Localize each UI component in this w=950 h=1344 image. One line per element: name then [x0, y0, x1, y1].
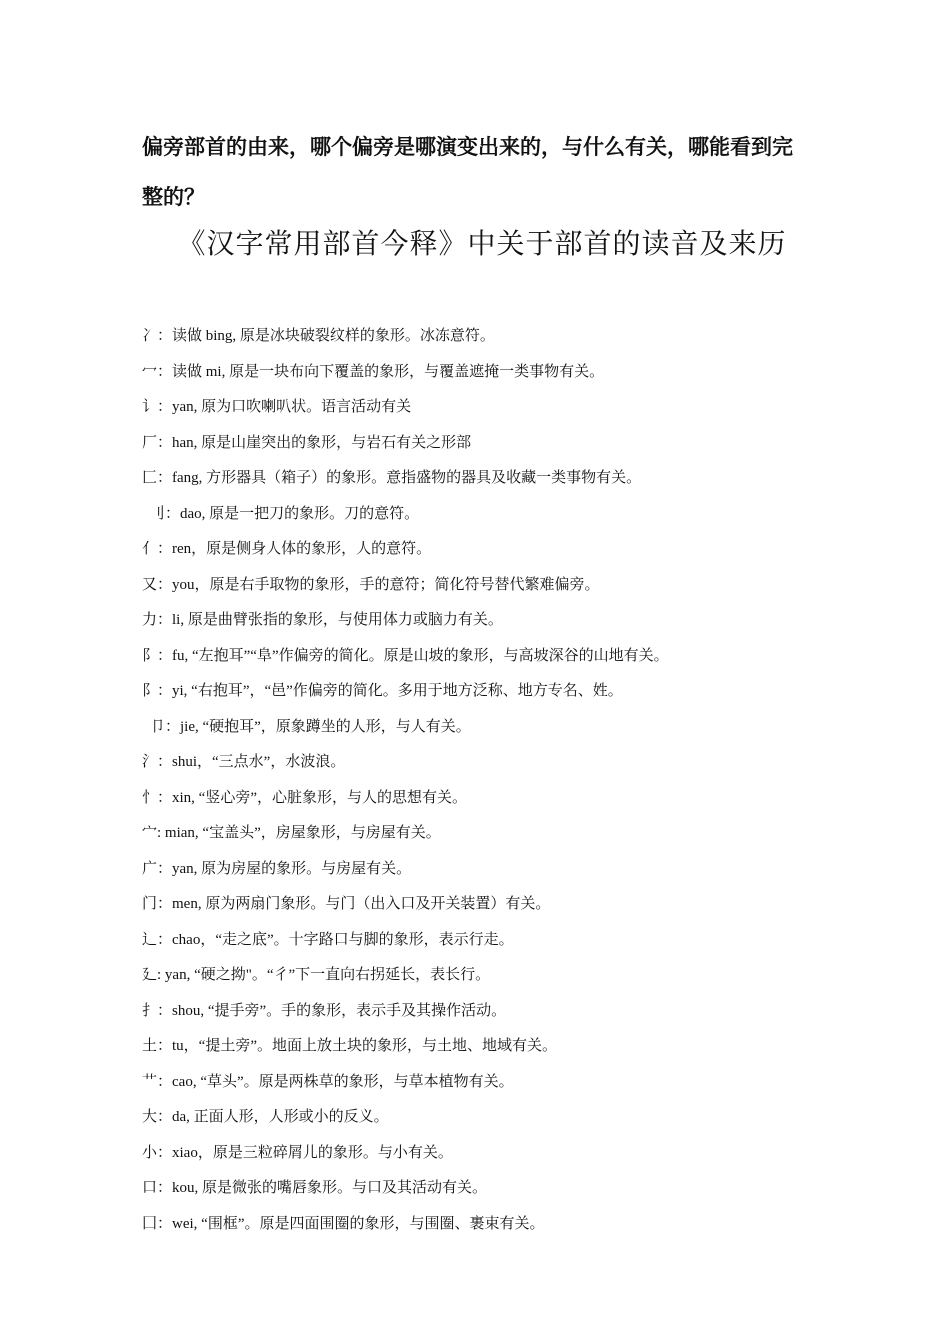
radical-entry: 亻：ren，原是侧身人体的象形，人的意符。 — [142, 541, 432, 557]
radical-entry: 口：kou, 原是微张的嘴唇象形。与口及其活动有关。 — [142, 1180, 488, 1196]
radical-entry: 扌：shou, “提手旁”。手的象形，表示手及其操作活动。 — [142, 1002, 507, 1019]
radical-entry: 忄：xin, “竖心旁”，心脏象形，与人的思想有关。 — [142, 789, 467, 806]
radical-entry: 阝：yi, “右抱耳”，“邑”作偏旁的简化。多用于地方泛称、地方专名、姓。 — [142, 683, 623, 699]
radical-entry: 匚：fang, 方形器具（箱子）的象形。意指盛物的器具及收藏一类事物有关。 — [142, 470, 642, 486]
radical-entry: 小：xiao，原是三粒碎屑儿的象形。与小有关。 — [142, 1144, 453, 1161]
radical-entry: 大：da, 正面人形，人形或小的反义。 — [142, 1109, 389, 1125]
radical-entry: 宀: mian, “宝盖头”，房屋象形，与房屋有关。 — [142, 825, 441, 841]
radical-entry: 艹：cao, “草头”。原是两株草的象形，与草本植物有关。 — [142, 1073, 514, 1090]
radical-entry: 厂：han, 原是山崖突出的象形，与岩石有关之形部 — [142, 434, 472, 451]
document-title: 《汉字常用部首今释》中关于部首的读音及来历 — [177, 227, 787, 260]
radical-entry: 廴: yan, “硬之拗"。“彳”下一直向右拐延长，表长行。 — [142, 967, 491, 983]
radical-entry: 氵：shui，“三点水”，水波浪。 — [142, 754, 346, 770]
radical-entry: 冫：读做 bing, 原是冰块破裂纹样的象形。冰冻意符。 — [142, 328, 495, 344]
radical-entry: 土：tu，“提土旁”。地面上放土块的象形，与土地、地域有关。 — [142, 1038, 557, 1054]
question-heading: 偏旁部首的由来，哪个偏旁是哪演变出来的，与什么有关，哪能看到完整的？ — [142, 135, 793, 209]
radical-entry: 囗：wei, “围框”。原是四面围圈的象形，与围圈、裹束有关。 — [142, 1215, 545, 1232]
radical-entry: 辶：chao，“走之底”。十字路口与脚的象形，表示行走。 — [142, 931, 514, 948]
radical-entry: 又：you，原是右手取物的象形，手的意符；简化符号替代繁难偏旁。 — [142, 576, 600, 593]
radical-entry: 讠：yan, 原为口吹喇叭状。语言活动有关 — [142, 399, 412, 415]
radical-entry: 门：men, 原为两扇门象形。与门（出入口及开关装置）有关。 — [142, 896, 551, 912]
radical-entry-list — [142, 319, 842, 1242]
radical-entry: 阝：fu, “左抱耳”“阜”作偏旁的简化。原是山坡的象形，与高坡深谷的山地有关。 — [142, 647, 669, 664]
radical-entry: 广：yan, 原为房屋的象形。与房屋有关。 — [142, 860, 412, 877]
radical-entry: 力：li, 原是曲臂张指的象形，与使用体力或脑力有关。 — [142, 612, 503, 628]
radical-entry: 卩：jie, “硬抱耳”，原象蹲坐的人形，与人有关。 — [150, 718, 471, 735]
radical-entry: 冖：读做 mi, 原是一块布向下覆盖的象形，与覆盖遮掩一类事物有关。 — [142, 363, 605, 380]
radical-entry: 刂：dao, 原是一把刀的象形。刀的意符。 — [150, 505, 420, 522]
